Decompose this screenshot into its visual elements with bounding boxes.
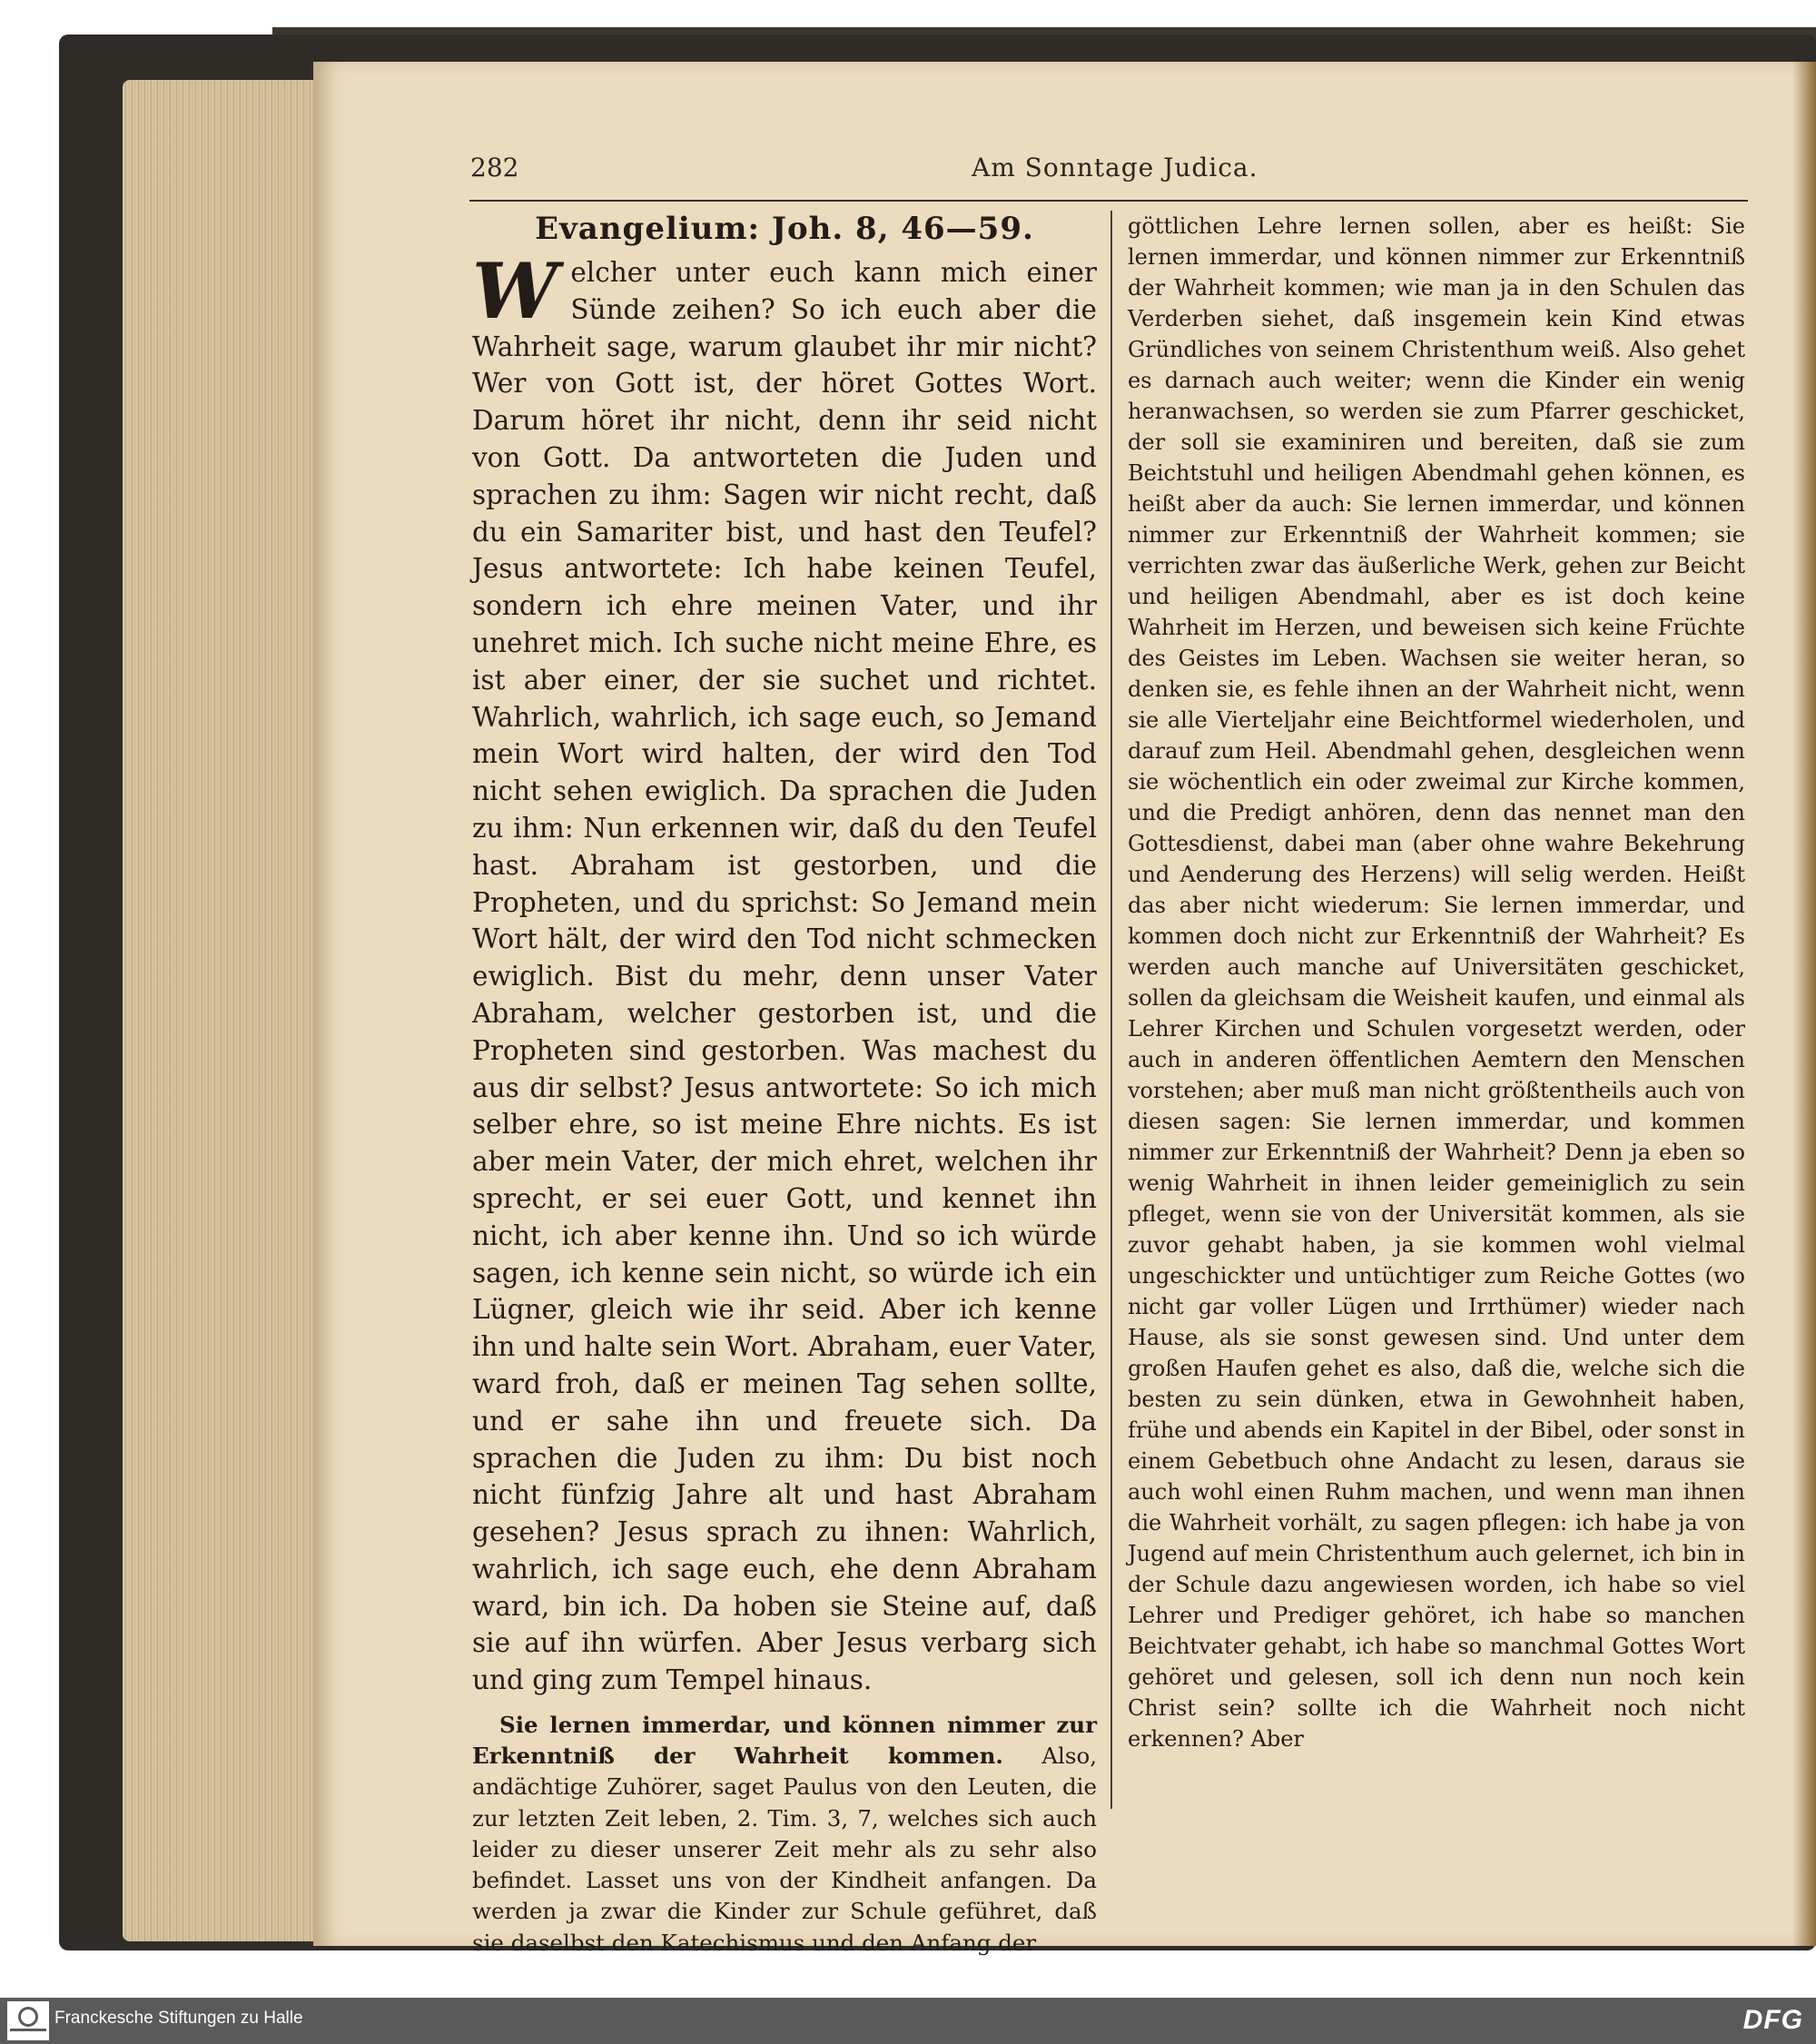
left-column — [472, 211, 1097, 1959]
viewer-footer — [0, 1998, 1816, 2044]
sermon-theme: Sie lernen immerdar, und können nimmer zur Erkenntniß der Wahrheit kommen. — [472, 1712, 1097, 1770]
institution-logo[interactable] — [7, 2001, 49, 2040]
drop-cap-initial: W — [472, 246, 558, 336]
sermon-opening — [472, 1710, 1097, 1959]
running-head: Am Sonntage Judica. — [972, 153, 1258, 183]
column-divider — [1110, 211, 1112, 1809]
dfg-logo[interactable]: DFG — [1742, 2005, 1803, 2035]
page-number: 282 — [470, 153, 519, 183]
gospel-passage-text: elcher unter euch kann mich einer Sünde zeihen? So ich euch aber die Wahrheit sage, warum glaubet ihr mir nicht? Wer von Gott ist, der höret Gottes Wort. Darum höret ihr nicht, denn ihr seid nicht von Gott. Da antworteten die Juden und sprachen zu ihm: Sagen wir nicht recht, daß du ein Samariter bist, und hast den Teufel? Jesus antwortete: Ich habe keinen Teufel, sondern ich ehre meinen Vater, und ihr unehret mich. Ich suche nicht meine Ehre, es ist aber einer, der sie suchet und richtet. Wahrlich, wahrlich, ich sage euch, so Jemand mein Wort wird halten, der wird den Tod nicht sehen ewiglich. Da sprachen die Juden zu ihm: Nun erkennen wir, daß du den Teufel hast. Abraham ist gestorben, und die Propheten, und du sprichst: So Jemand mein Wort hält, der wird den Tod nicht schmecken ewiglich. Bist du mehr, denn unser Vater Abraham, welcher gestorben ist, und die Propheten sind gestorben. Was machest du aus dir selbst? Jesus antwortete: So ich mich selber ehre, so ist meine Ehre nichts. Es ist aber mein Vater, der mich ehret, welchen ihr sprecht, er sei euer Gott, und kennet ihn nicht, ich aber kenne ihn. Und so ich würde sagen, ich kenne sein nicht, so würde ich ein Lügner, gleich wie ihr seid. Aber ich kenne ihn und halte sein Wort. Abraham, euer Vater, ward froh, daß er meinen Tag sehen sollte, und er sahe ihn und freuete sich. Da sprachen die Juden zu ihm: Du bist noch nicht fünfzig Jahre alt und hast Abraham gesehen? Jesus sprach zu ihnen: Wahrlich, wahrlich, ich sage euch, ehe denn Abraham ward, bin ich. Da hoben sie Steine auf, daß sie auf ihn würfen. Aber Jesus verbarg sich und ging zum Tempel hinaus. — [472, 257, 1097, 1696]
gospel-heading: Evangelium: Joh. 8, 46—59. — [535, 211, 1034, 247]
header-rule — [469, 200, 1748, 202]
gospel-passage — [472, 246, 1097, 1699]
page-stack-edges — [123, 80, 318, 1941]
institution-name-link[interactable]: Franckesche Stiftungen zu Halle — [54, 2009, 303, 2028]
logo-emblem-icon — [18, 2007, 38, 2027]
right-column — [1128, 211, 1745, 1754]
sermon-opening-text: Also, andächtige Zuhörer, saget Paulus von den Leuten, die zur letzten Zeit leben, 2. Tim. 3, 7, welches sich auch leider zu dieser unserer Zeit mehr als zu sehr also befindet. Lasset uns von der Kindheit anfangen. Da werden ja zwar die Kinder zur Schule geführet, daß sie daselbst den Katechismus und den Anfang der — [472, 1743, 1097, 1956]
page-right-edge-shadow — [1792, 62, 1816, 1946]
sermon-continuation: göttlichen Lehre lernen sollen, aber es heißt: Sie lernen immerdar, und können nimmer zur Erkenntniß der Wahrheit kommen; wie man ja in den Schulen das Verderben siehet, daß insgemein kein Kind etwas Gründliches von seinem Christenthum weiß. Also gehet es darnach auch weiter; wenn die Kinder ein wenig heranwachsen, so werden sie zum Pfarrer geschicket, der soll sie examiniren und bereiten, daß sie zum Beichtstuhl und heiligen Abendmahl gehen können, es heißt aber da auch: Sie lernen immerdar, und können nimmer zur Erkenntniß der Wahrheit kommen; sie verrichten zwar das äußerliche Werk, gehen zur Beicht und heiligen Abendmahl, aber es ist doch keine Wahrheit im Herzen, und beweisen sich keine Früchte des Geistes im Leben. Wachsen sie weiter heran, so denken sie, es fehle ihnen an der Wahrheit nicht, wenn sie alle Vierteljahr eine Beichtformel wiederholen, und darauf zum Heil. Abendmahl gehen, desgleichen wenn sie wöchentlich ein oder zweimal zur Kirche kommen, und die Predigt anhören, denn das nennet man den Gottesdienst, dabei man (aber ohne wahre Bekehrung und Aenderung des Herzens) will selig werden. Heißt das aber nicht wiederum: Sie lernen immerdar, und kommen doch nicht zur Erkenntniß der Wahrheit? Es werden auch manche auf Universitäten geschicket, sollen da gleichsam die Weisheit kaufen, und einmal als Lehrer Kirchen und Schulen vorgesetzt werden, oder auch in anderen öffentlichen Aemtern den Menschen vorstehen; aber muß man nicht größtentheils auch von diesen sagen: Sie lernen immerdar, und kommen nimmer zur Erkenntniß der Wahrheit? Denn ja eben so wenig Wahrheit in ihnen leider gemeiniglich zu sein pfleget, wenn sie von der Universität kommen, als sie zuvor gehabt haben, ja sie kommen wohl vielmal ungeschickter und untüchtiger zum Reiche Gottes (wo nicht gar voller Lügen und Irrthümer) wieder nach Hause, als sie sonst gewesen sind. Und unter dem großen Haufen gehet es also, daß die, welche sich die besten zu sein dünken, etwa in Gewohnheit haben, frühe und abends ein Kapitel in der Bibel, oder sonst in einem Gebetbuch ohne Andacht zu lesen, daraus sie auch wohl einen Ruhm machen, und wenn man ihnen die Wahrheit vorhält, zu sagen pflegen: ich habe ja von Jugend auf mein Christenthum auch gelernet, ich bin in der Schule dazu angewiesen worden, ich habe so viel Lehrer und Prediger gehöret, ich habe so manchen Beichtvater gehabt, ich habe so manchmal Gottes Wort gehöret und gelesen, soll ich denn nun noch kein Christ sein? sollte ich die Wahrheit noch nicht erkennen? Aber — [1128, 213, 1745, 1752]
logo-underline — [10, 2029, 46, 2031]
